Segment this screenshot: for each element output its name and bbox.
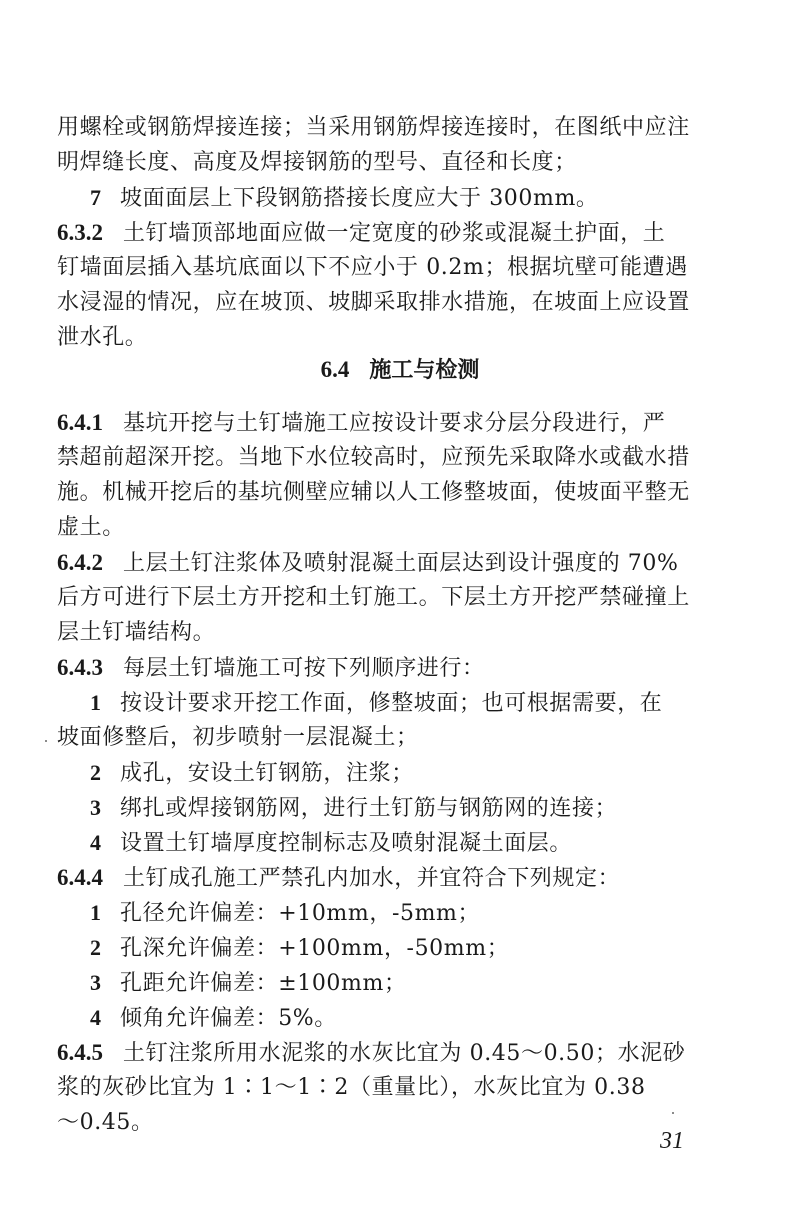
item-number: 7 <box>90 185 102 210</box>
clause-6-4-2 <box>57 548 697 579</box>
clause-text: 土钉成孔施工严禁孔内加水，并宜符合下列规定： <box>123 866 621 891</box>
text-line: 虚土。 <box>57 515 125 540</box>
text-line: 明焊缝长度、高度及焊接钢筋的型号、直径和长度； <box>57 150 577 175</box>
clause-number: 6.3.2 <box>57 220 103 245</box>
section-number: 6.4 <box>320 357 350 382</box>
item-text: 坡面面层上下段钢筋搭接长度应大于 300mm。 <box>120 186 599 211</box>
clause-6-4-3 <box>57 653 697 684</box>
text-line: 层土钉墙结构。 <box>57 620 216 645</box>
clause-number: 6.4.3 <box>57 655 103 680</box>
list-item <box>90 828 730 859</box>
item-text: 按设计要求开挖工作面，修整坡面；也可根据需要，在 <box>120 691 663 716</box>
list-item <box>90 183 730 214</box>
item-number: 2 <box>90 760 102 785</box>
item-text: 绑扎或焊接钢筋网，进行土钉筋与钢筋网的连接； <box>120 796 618 821</box>
clause-text: 上层土钉注浆体及喷射混凝土面层达到设计强度的 70% <box>123 551 679 576</box>
text-line: ～0.45。 <box>57 1110 154 1135</box>
list-item <box>90 968 730 999</box>
list-item <box>90 758 730 789</box>
page-number: 31 <box>660 1128 684 1154</box>
item-text: 孔距允许偏差：±100mm； <box>120 971 407 996</box>
clause-text: 土钉墙顶部地面应做一定宽度的砂浆或混凝土护面，土 <box>123 221 666 246</box>
item-text: 成孔，安设土钉钢筋，注浆； <box>120 761 414 786</box>
list-item <box>90 793 730 824</box>
text-line: 浆的灰砂比宜为 1∶1～1∶2（重量比），水灰比宜为 0.38 <box>57 1075 646 1100</box>
item-text: 设置土钉墙厚度控制标志及喷射混凝土面层。 <box>120 831 573 856</box>
text-line: 水浸湿的情况，应在坡顶、坡脚采取排水措施，在坡面上应设置 <box>57 290 690 315</box>
item-text: 孔径允许偏差：+10mm，-5mm； <box>120 901 481 926</box>
clause-6-4-5 <box>57 1038 697 1069</box>
clause-text: 土钉注浆所用水泥浆的水灰比宜为 0.45～0.50；水泥砂 <box>123 1041 686 1066</box>
item-number: 2 <box>90 935 102 960</box>
text-line: 后方可进行下层土方开挖和土钉施工。下层土方开挖严禁碰撞上 <box>57 585 690 610</box>
item-number: 3 <box>90 970 102 995</box>
section-heading <box>0 355 800 385</box>
item-text: 孔深允许偏差：+100mm，-50mm； <box>120 936 510 961</box>
item-number: 4 <box>90 1005 102 1030</box>
text-line: 泄水孔。 <box>57 325 148 350</box>
item-text: 倾角允许偏差：5%。 <box>120 1006 337 1031</box>
clause-6-4-4 <box>57 863 697 894</box>
scan-speck <box>672 1112 674 1114</box>
item-number: 1 <box>90 900 102 925</box>
clause-number: 6.4.5 <box>57 1040 103 1065</box>
clause-6-3-2 <box>57 218 697 249</box>
text-line: 钉墙面层插入基坑底面以下不应小于 0.2m；根据坑壁可能遭遇 <box>57 255 688 280</box>
scan-speck <box>45 740 47 742</box>
text-line: 禁超前超深开挖。当地下水位较高时，应预先采取降水或截水措 <box>57 445 690 470</box>
item-number: 3 <box>90 795 102 820</box>
item-number: 4 <box>90 830 102 855</box>
list-item <box>90 1003 730 1034</box>
clause-number: 6.4.2 <box>57 550 103 575</box>
clause-number: 6.4.4 <box>57 865 103 890</box>
text-line: 用螺栓或钢筋焊接连接；当采用钢筋焊接连接时，在图纸中应注 <box>57 115 690 140</box>
text-line: 坡面修整后，初步喷射一层混凝土； <box>57 725 419 750</box>
clause-6-4-1 <box>57 408 697 439</box>
text-line: 施。机械开挖后的基坑侧壁应辅以人工修整坡面，使坡面平整无 <box>57 480 690 505</box>
list-item <box>90 933 730 964</box>
item-number: 1 <box>90 690 102 715</box>
list-item <box>90 688 730 719</box>
clause-number: 6.4.1 <box>57 410 103 435</box>
list-item <box>90 898 730 929</box>
section-title: 施工与检测 <box>369 357 480 383</box>
clause-text: 每层土钉墙施工可按下列顺序进行： <box>123 656 485 681</box>
clause-text: 基坑开挖与土钉墙施工应按设计要求分层分段进行，严 <box>123 411 666 436</box>
